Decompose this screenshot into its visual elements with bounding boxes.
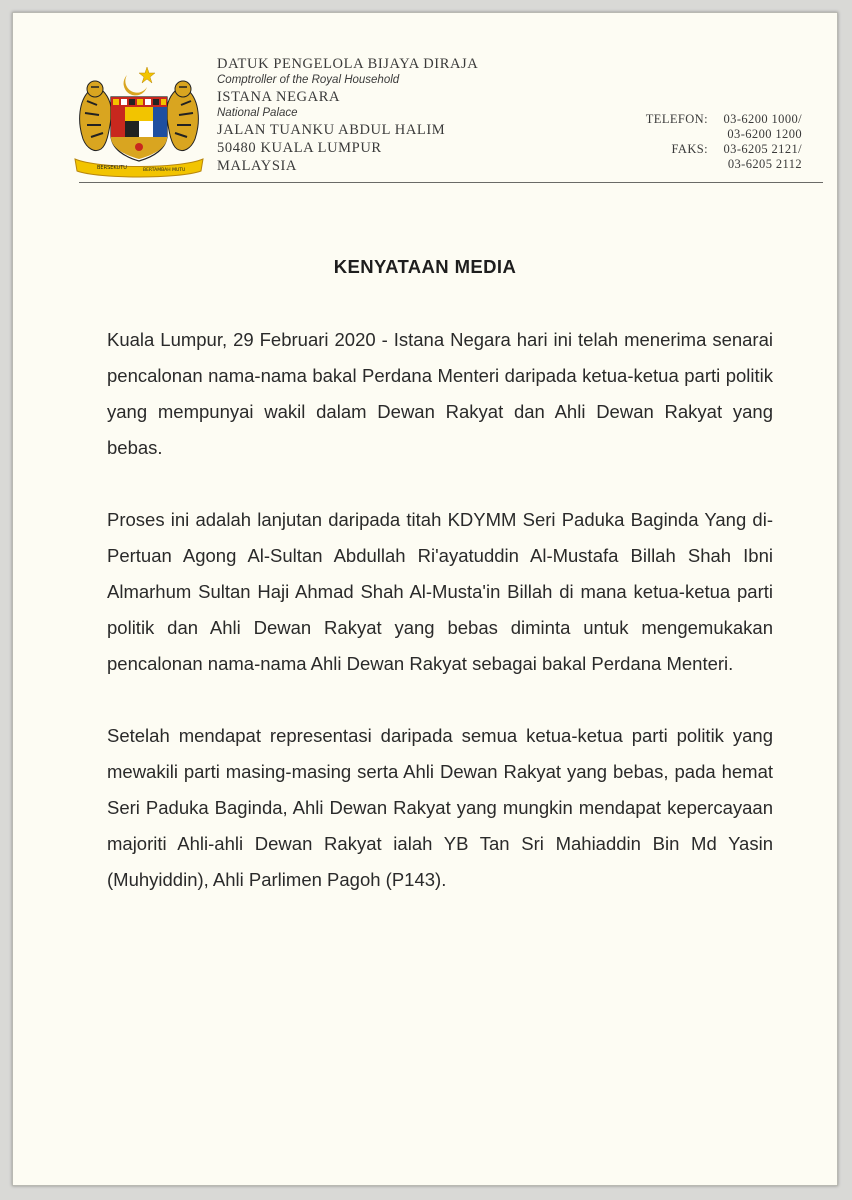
telefon-row [646,112,802,127]
shield-icon [111,97,167,161]
telefon-number-1: 03-6200 1000/ [723,112,802,126]
letterhead-address [217,55,478,175]
paragraph-2: Proses ini adalah lanjutan daripada titah KDYMM Seri Paduka Baginda Yang di-Pertuan Agong Al-Sultan Abdullah Ri'ayatuddin Al-Mustafa Billah Shah Ibni Almarhum Sultan Haji Ahmad Shah Al-Musta'in Billah di mana ketua-ketua parti politik dan Ahli Dewan Rakyat yang bebas diminta untuk mengemukakan pencalonan nama-nama Ahli Dewan Rakyat sebagai bakal Perdana Menteri. [107,509,773,674]
faks-row [646,142,802,157]
telefon-label: TELEFON: [645,112,708,126]
telefon-number-2: 03-6200 1200 [727,127,802,141]
motto-ribbon-icon [75,159,203,177]
header-divider [79,182,823,183]
faks-row-2 [646,157,802,172]
palace-name-en: National Palace [217,107,298,119]
left-tiger-icon [80,81,112,151]
faks-number-1: 03-6205 2121/ [723,142,802,156]
document-page [12,12,838,1186]
document-title: KENYATAAN MEDIA [333,256,517,277]
faks-number-2: 03-6205 2112 [727,157,802,171]
motto-left: BERSEKUTU [97,165,127,171]
statement-body [107,322,773,934]
address-street: JALAN TUANKU ABDUL HALIM [217,122,446,138]
department-name: DATUK PENGELOLA BIJAYA DIRAJA [217,56,479,72]
paragraph-3: Setelah mendapat representasi daripada semua ketua-ketua parti politik yang mewakili parti masing-masing serta Ahli Dewan Rakyat yang bebas, pada hemat Seri Paduka Baginda, Ahli Dewan Rakyat yang mungkin mendapat kepercayaan majoriti Ahli-ahli Dewan Rakyat ialah YB Tan Sri Mahiaddin Bin Md Yasin (Muhyiddin), Ahli Parlimen Pagoh (P143). [107,725,773,890]
contact-block [646,112,802,172]
address-country: MALAYSIA [217,158,297,174]
address-city: 50480 KUALA LUMPUR [217,140,382,156]
faks-label: FAKS: [671,142,708,156]
right-tiger-icon [166,81,198,151]
department-name-en: Comptroller of the Royal Household [217,74,400,86]
motto-right: BERTAMBAH MUTU [143,168,186,173]
palace-name: ISTANA NEGARA [217,89,341,105]
paragraph-1: Kuala Lumpur, 29 Februari 2020 - Istana Negara hari ini telah menerima senarai pencalonan nama-nama bakal Perdana Menteri daripada ketua-ketua parti politik yang mempunyai wakil dalam Dewan Rakyat dan Ahli Dewan Rakyat yang bebas. [107,329,773,458]
coat-of-arms-icon [69,61,209,179]
telefon-row-2 [646,127,802,142]
crescent-star-icon [124,67,155,95]
